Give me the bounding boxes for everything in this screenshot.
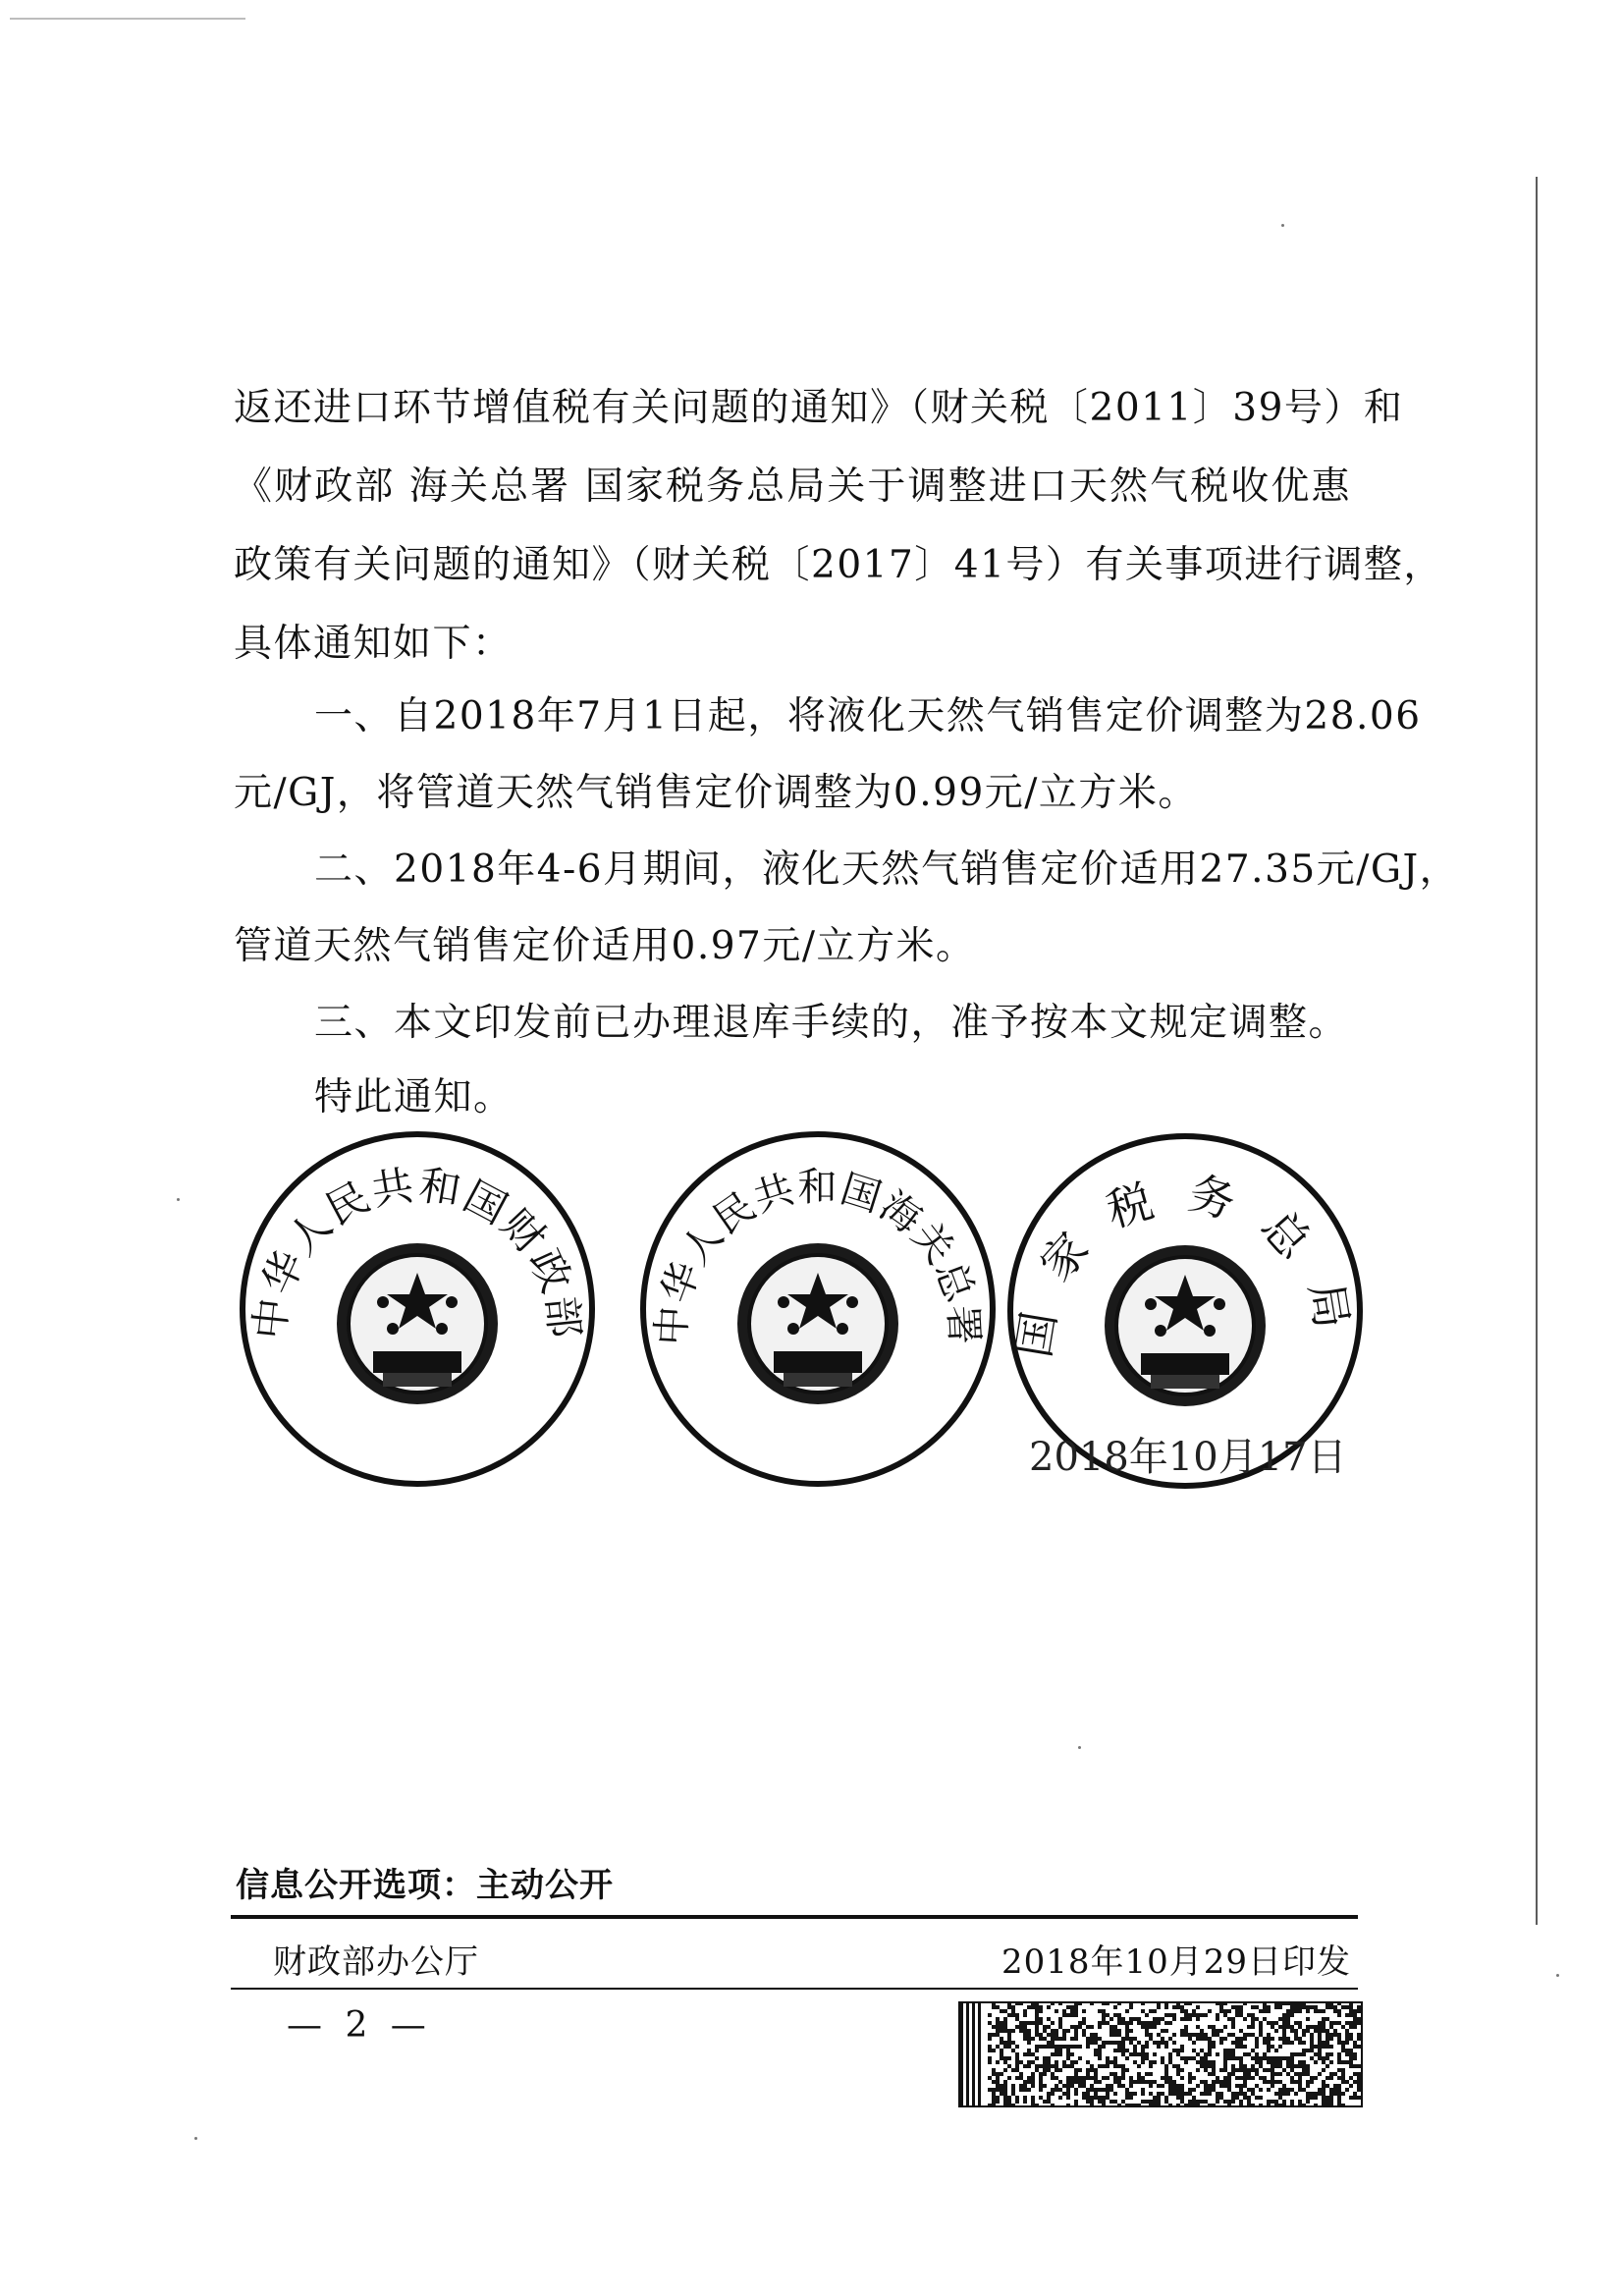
clause-2: 二、2018年4-6月期间，液化天然气销售定价适用27.35元/GJ， — [314, 847, 1460, 892]
signature-date: 2018年10月17日 — [1029, 1435, 1347, 1480]
body-line: 具体通知如下： — [234, 622, 513, 666]
clause-3: 三、本文印发前已办理退库手续的，准予按本文规定调整。 — [314, 1001, 1349, 1045]
clause-1: 一、自2018年7月1日起，将液化天然气销售定价调整为28.06 — [314, 694, 1422, 738]
scan-speck — [1556, 1974, 1559, 1977]
body-line: 《财政部 海关总署 国家税务总局关于调整进口天然气税收优惠 — [234, 465, 1351, 509]
national-emblem-icon — [1105, 1245, 1266, 1406]
seal-customs — [636, 1127, 1000, 1491]
seal-text: 中华人民共和国财政部 — [244, 1160, 590, 1342]
closing-text: 特此通知。 — [314, 1075, 514, 1120]
scan-artifact-edge — [1536, 177, 1538, 1925]
body-line: 返还进口环节增值税有关问题的通知》（财关税〔2011〕39号）和 — [234, 386, 1404, 430]
scan-artifact-line — [10, 18, 245, 20]
issue-date: 2018年10月29日印发 — [1001, 1942, 1352, 1982]
seal-ministry-of-finance — [236, 1127, 599, 1491]
seal-text: 中华人民共和国海关总署 — [649, 1165, 987, 1347]
disclosure-option: 信息公开选项：主动公开 — [236, 1866, 614, 1905]
barcode-icon — [958, 2001, 1363, 2107]
national-emblem-icon — [737, 1243, 898, 1404]
national-emblem-icon — [337, 1243, 498, 1404]
page-number: — 2 — — [287, 2005, 432, 2046]
scan-speck — [1078, 1746, 1081, 1749]
divider — [231, 1988, 1358, 1990]
scan-speck — [1281, 224, 1284, 227]
clause-1-cont: 元/GJ，将管道天然气销售定价调整为0.99元/立方米。 — [234, 771, 1198, 815]
clause-2-cont: 管道天然气销售定价适用0.97元/立方米。 — [234, 924, 976, 968]
scan-speck — [194, 2137, 197, 2140]
seal-text: 国家税务总局 — [1006, 1166, 1364, 1362]
divider — [231, 1915, 1358, 1919]
issuer: 财政部办公厅 — [273, 1942, 479, 1982]
body-line: 政策有关问题的通知》（财关税〔2017〕41号）有关事项进行调整， — [234, 543, 1443, 587]
scan-speck — [177, 1198, 180, 1201]
